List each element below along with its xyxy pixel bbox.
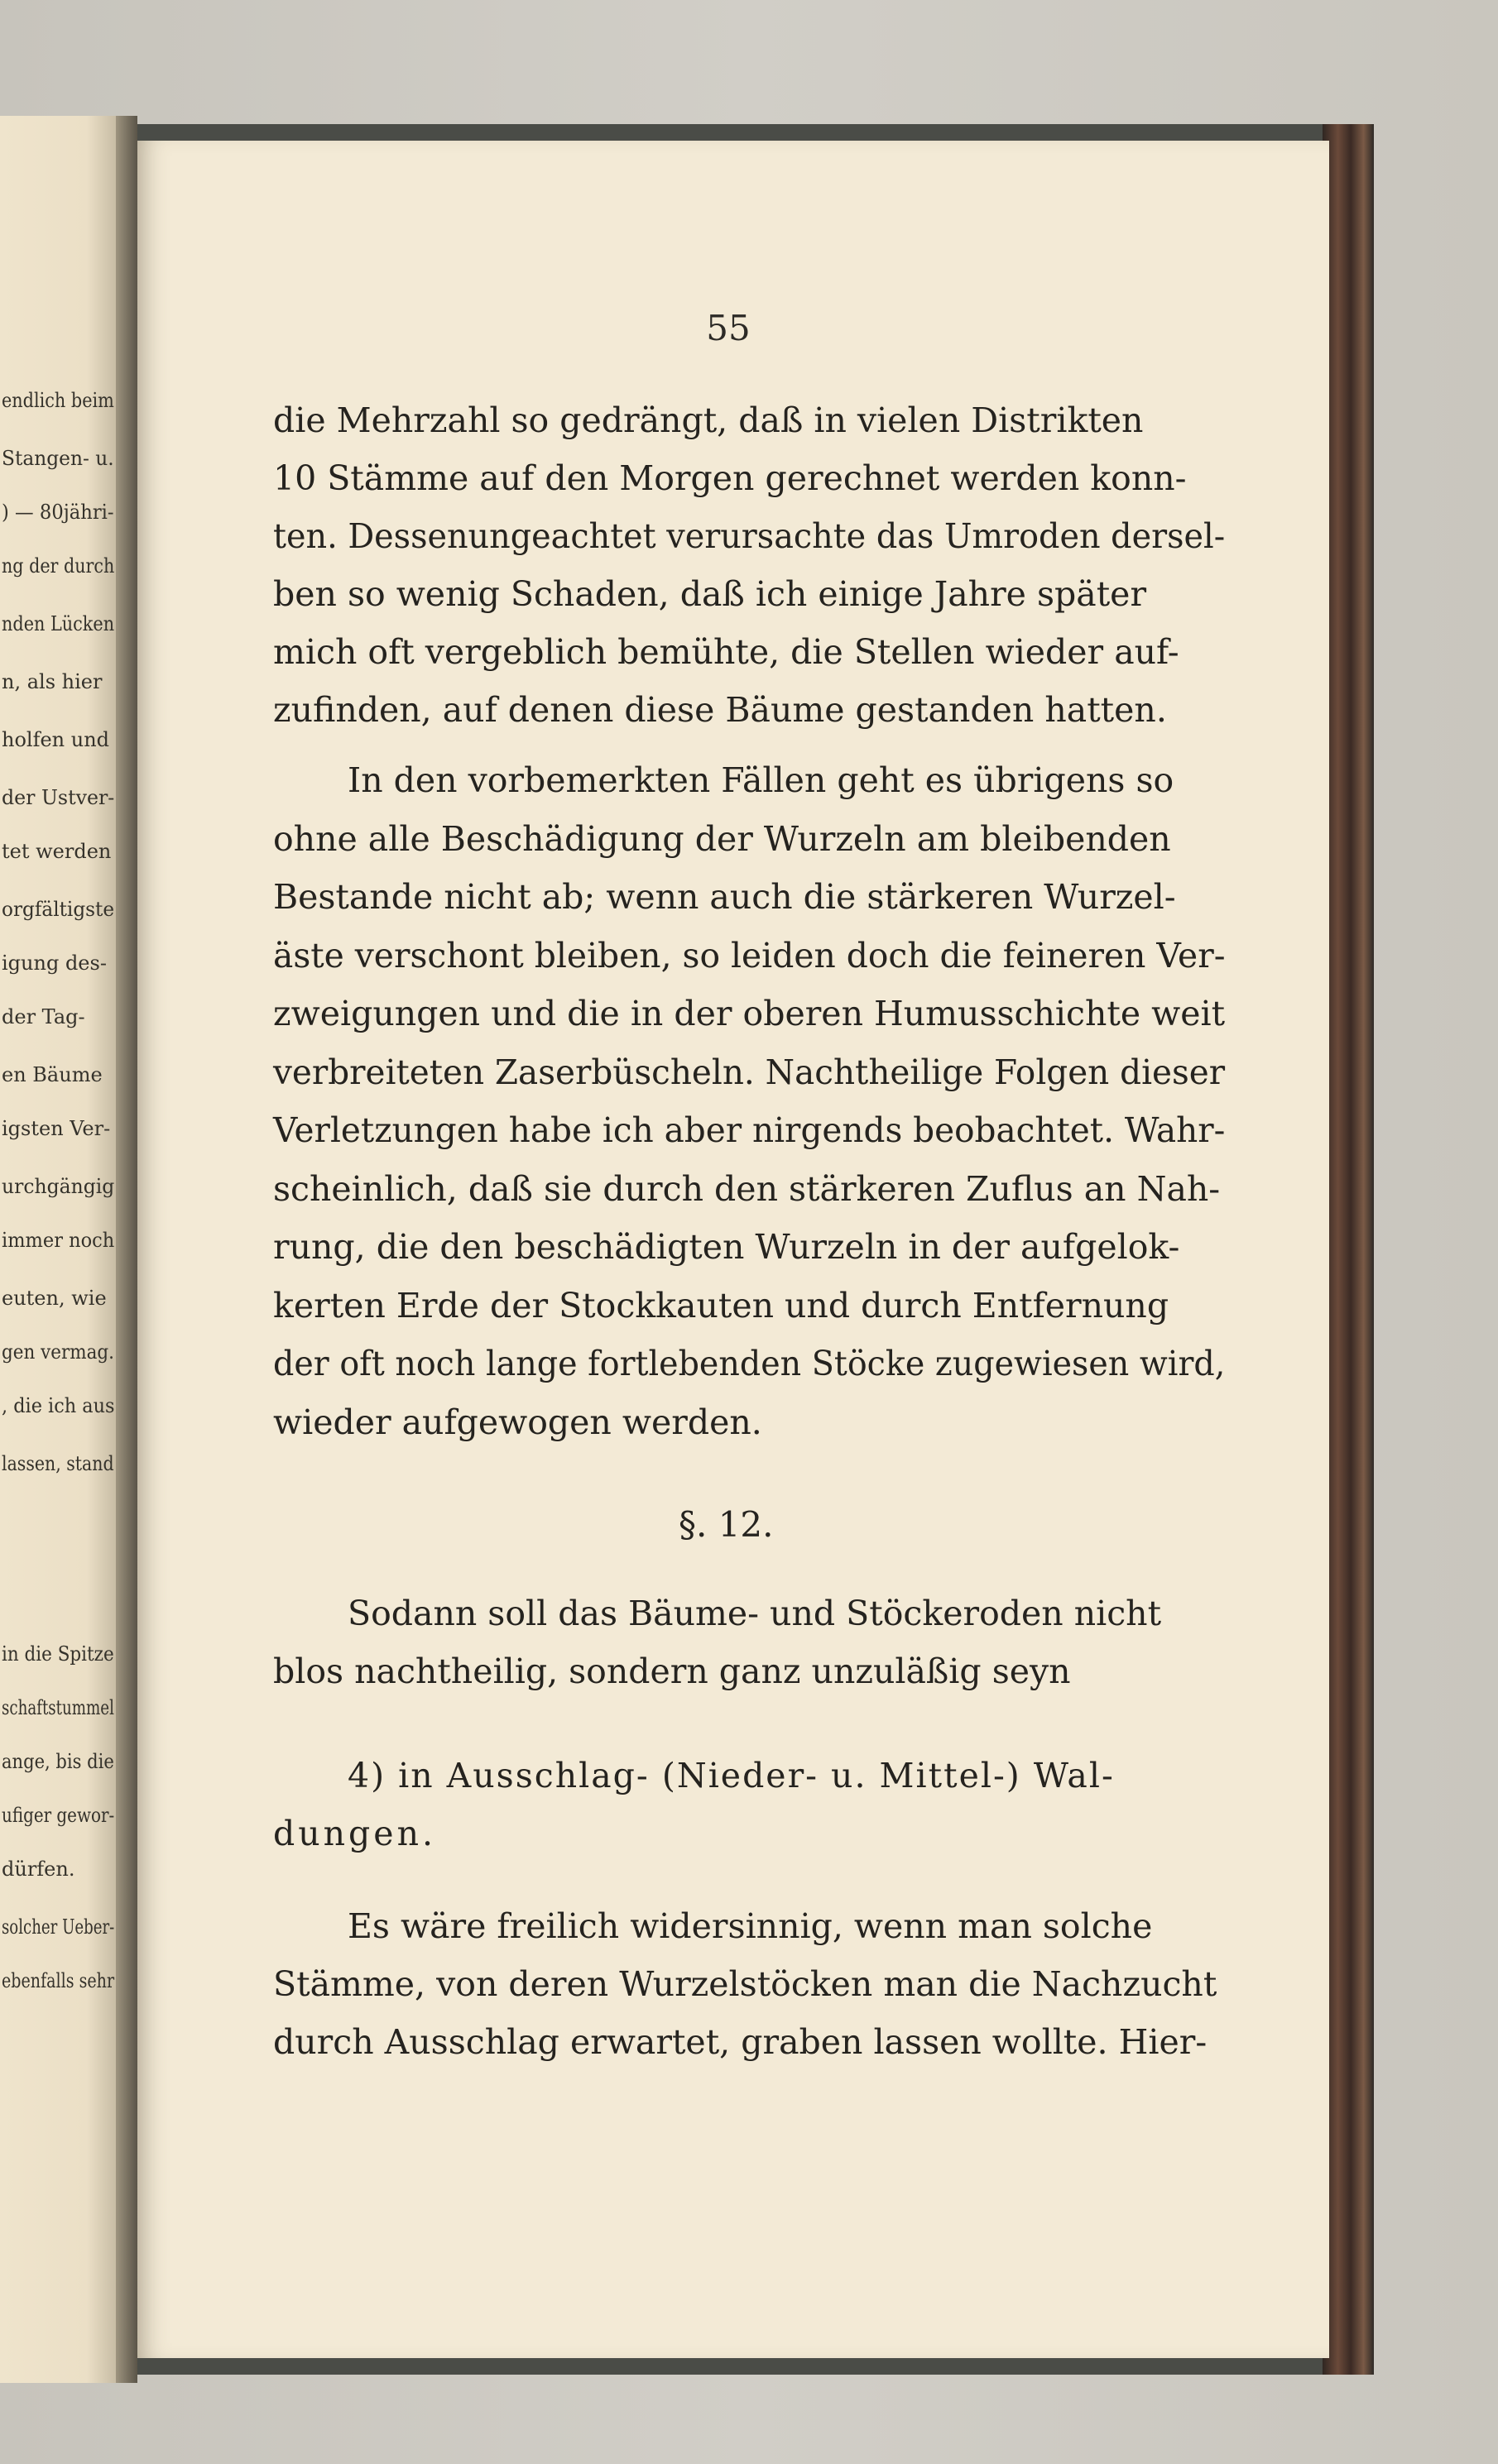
text-line: Verletzungen habe ich aber nirgends beobachtet. Wahr-: [273, 1110, 1226, 1150]
text-line: die Mehrzahl so gedrängt, daß in vielen Distrikten: [273, 400, 1144, 440]
text-line: verbreiteten Zaserbüscheln. Nachtheilige Folgen dieser: [273, 1052, 1226, 1092]
left-page-line: ange, bis die: [2, 1750, 114, 1773]
text-line: ten. Dessenungeachtet verursachte das Umroden dersel-: [273, 516, 1226, 556]
left-page-line: Stangen- u.: [2, 447, 114, 470]
left-page-line: ) — 80jähri-: [2, 501, 114, 524]
left-page-line: igung des-: [2, 952, 107, 975]
text-line: Bestande nicht ab; wenn auch die stärkeren Wurzel-: [273, 877, 1176, 917]
text-line: Stämme, von deren Wurzelstöcken man die Nachzucht: [273, 1964, 1217, 2004]
left-page-line: n, als hier: [2, 670, 103, 693]
left-page-line: , die ich aus: [2, 1394, 115, 1417]
text-line: scheinlich, daß sie durch den stärkeren Zuflus an Nah-: [273, 1168, 1221, 1209]
section-heading: §. 12.: [679, 1504, 774, 1545]
text-line: rung, die den beschädigten Wurzeln in der aufgelok-: [273, 1227, 1180, 1267]
left-page: [0, 116, 124, 2383]
left-page-line: ufiger gewor-: [2, 1804, 115, 1827]
left-page-line: urchgängig: [2, 1175, 115, 1198]
left-page-line: dürfen.: [2, 1858, 75, 1881]
text-line: ben so wenig Schaden, daß ich einige Jahre später: [273, 574, 1147, 614]
text-line: blos nachtheilig, sondern ganz unzuläßig seyn: [273, 1651, 1071, 1691]
text-line: In den vorbemerkten Fällen geht es übrigens so: [348, 760, 1174, 800]
text-line: Es wäre freilich widersinnig, wenn man solche: [348, 1906, 1153, 1946]
text-line: äste verschont bleiben, so leiden doch die feineren Ver-: [273, 935, 1226, 976]
left-page-line: endlich beim: [2, 389, 114, 412]
text-line: 4) in Ausschlag- (Nieder- u. Mittel-) Wal-: [348, 1756, 1115, 1795]
left-page-line: en Bäume: [2, 1063, 103, 1086]
text-line: zufinden, auf denen diese Bäume gestanden hatten.: [273, 690, 1167, 730]
left-page-line: lassen, stand: [2, 1452, 114, 1475]
left-page-line: euten, wie: [2, 1287, 107, 1310]
left-page-line: solcher Ueber-: [2, 1915, 115, 1939]
text-line: durch Ausschlag erwartet, graben lassen wollte. Hier-: [273, 2022, 1208, 2062]
left-page-line: tet werden: [2, 840, 112, 863]
left-page-line: ebenfalls sehr: [2, 1969, 115, 1992]
text-line: wieder aufgewogen werden.: [273, 1402, 762, 1442]
left-page-line: gen vermag.: [2, 1340, 114, 1364]
left-page-line: in die Spitze: [2, 1642, 114, 1666]
left-page-line: igsten Ver-: [2, 1117, 111, 1140]
left-page-line: der Tag-: [2, 1005, 85, 1028]
text-line: ohne alle Beschädigung der Wurzeln am bleibenden: [273, 818, 1171, 859]
left-page-line: schaftstummel: [2, 1696, 114, 1719]
left-page-line: holfen und: [2, 728, 110, 751]
left-page-line: immer noch: [2, 1229, 115, 1252]
text-line: dungen.: [273, 1814, 437, 1853]
left-page-line: nden Lücken: [2, 612, 115, 635]
cover-edge: [1323, 124, 1374, 2375]
gutter: [116, 116, 137, 2383]
text-line: mich oft vergeblich bemühte, die Stellen wieder auf-: [273, 632, 1179, 672]
text-line: 10 Stämme auf den Morgen gerechnet werden konn-: [273, 458, 1187, 498]
left-page-line: orgfältigste: [2, 898, 115, 921]
text-line: Sodann soll das Bäume- und Stöckeroden nicht: [348, 1594, 1162, 1633]
text-line: zweigungen und die in der oberen Humusschichte weit: [273, 994, 1226, 1033]
page-number: 55: [706, 308, 751, 348]
text-line: kerten Erde der Stockkauten und durch Entfernung: [273, 1285, 1169, 1325]
left-page-line: der Ustver-: [2, 786, 115, 809]
left-page-line: ng der durch: [2, 554, 115, 578]
text-line: der oft noch lange fortlebenden Stöcke zugewiesen wird,: [273, 1344, 1226, 1383]
